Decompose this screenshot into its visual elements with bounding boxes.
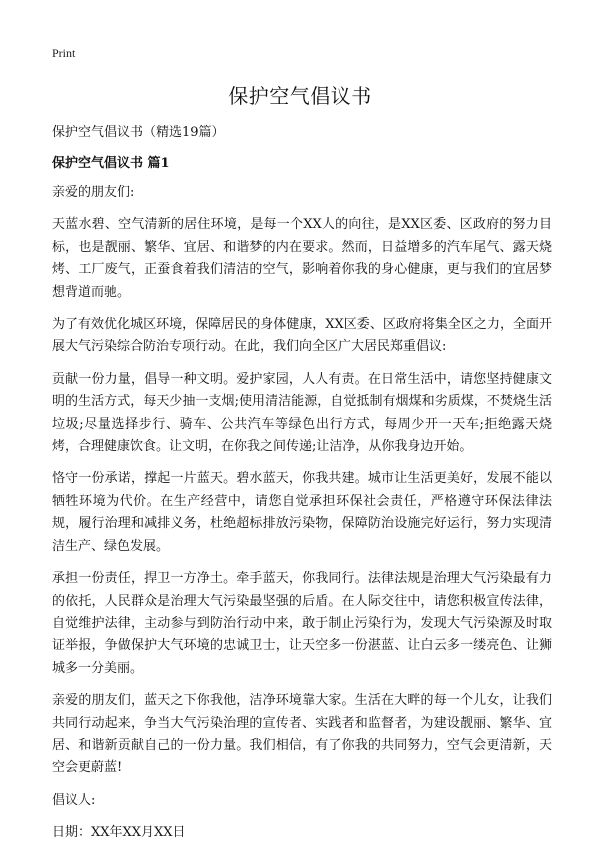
document-body: [52, 182, 552, 855]
body-paragraph-5: 承担一份责任，捍卫一方净土。牵手蓝天，你我同行。法律法规是治理大气污染最有力的依托，人民群众是治理大气污染最坚强的后盾。在人际交往中，请您积极宣传法律，自觉维护法律，主动参与到防治行动中来，敢于制止污染行为，发现大气污染源及时取证举报，争做保护大气环境的忠诚卫士，让天空多一份湛蓝、让白云多一缕亮色、让狮城多一分美丽。: [52, 571, 552, 676]
document-title: 保护空气倡议书: [228, 84, 372, 108]
body-paragraph-1: 天蓝水碧、空气清新的居住环境，是每一个XX人的向往，是XX区委、区政府的努力目标，也是靓丽、繁华、宜居、和谐梦的内在要求。然而，日益增多的汽车尾气、露天烧烤、工厂废气，正蚕食着我们清洁的空气，影响着你我的身心健康，更与我们的宜居梦想背道而驰。: [52, 217, 552, 300]
section-heading: 保护空气倡议书 篇1: [52, 156, 170, 171]
greeting: 亲爱的朋友们:: [52, 185, 135, 200]
body-paragraph-3: 贡献一份力量，倡导一种文明。爱护家园，人人有责。在日常生活中，请您坚持健康文明的生活方式，每天少抽一支烟;使用清洁能源，自觉抵制有烟煤和劣质煤，不焚烧生活垃圾;尽量选择步行、骑车、公共汽车等绿色出行方式，每周少开一天车;拒绝露天烧烤，合理健康饮食。让文明，在你我之间传递;让洁净，从你我身边开始。: [52, 371, 552, 455]
body-paragraph-2: 为了有效优化城区环境，保障居民的身体健康，XX区委、区政府将集全区之力，全面开展大气污染综合防治专项行动。在此，我们向全区广大居民郑重倡议:: [52, 317, 552, 355]
signer-label: 倡议人:: [52, 792, 96, 808]
print-link[interactable]: Print: [52, 46, 76, 60]
body-paragraph-6: 亲爱的朋友们，蓝天之下你我他，洁净环境靠大家。生活在大畔的每一个儿女，让我们共同行动起来，争当大气污染治理的宣传者、实践者和监督者，为建设靓丽、繁华、宜居、和谐新贡献自己的一份力量。我们相信，有了你我的共同努力，空气会更清新，天空会更蔚蓝!: [52, 693, 552, 776]
body-paragraph-4: 恪守一份承诺，撑起一片蓝天。碧水蓝天，你我共建。城市让生活更美好，发展不能以牺牲环境为代价。在生产经营中，请您自觉承担环保社会责任，严格遵守环保法律法规，履行治理和减排义务，杜绝超标排放污染物，保障防治设施完好运行，努力实现清洁生产、绿色发展。: [52, 471, 552, 554]
document-subtitle: 保护空气倡议书（精选19篇）: [52, 125, 225, 140]
date-line: 日期：XX年XX月XX日: [52, 825, 186, 841]
